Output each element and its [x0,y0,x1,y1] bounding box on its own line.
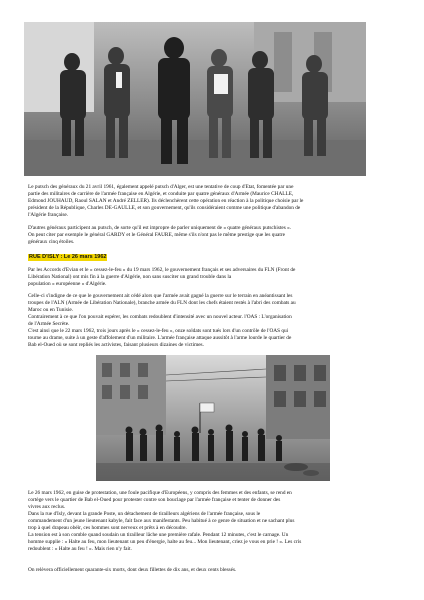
text-line: Maroc ou en Tunisie. [28,307,74,313]
text-line: Dans la rue d'Isly, devant la grande Poste, un détachement de tirailleurs algériens de l'armée française, sous le [28,511,261,517]
text-line: vivres aux reclus. [28,504,66,510]
text-line: Par les Accords d'Evian et le « cessez-le-feu » du 19 mars 1962, le gouvernement français et ses adversaires du FLN (Front de [28,267,296,273]
text-line: Bab el-Oued où se sont repliés les activistes, faisant plusieurs dizaines de victimes. [28,342,204,348]
text-line: partie des militaires de carrière de l'armée française en Algérie, et conduite par quatre généraux d'Armée (Maurice CHALLE, [28,191,294,197]
section-heading: RUE D'ISLY : Le 26 mars 1962 [29,254,107,260]
text-line: généraux cinq étoiles. [28,239,75,245]
text-line: Libération National) ont mis fin à la guerre d'Algérie, non sans susciter un grand trouble dans la [28,274,232,280]
text-line: La tension est à son comble quand soudain un tirailleur lâche une première rafale. Pendant 12 minutes, c'est le carnage. Un [28,532,289,538]
text-line: président de la République, Charles DE-GAULLE, et son gouvernement, qu'ils considéraient comme une politique d'abandon de [28,205,301,211]
paragraph-casualties [28,567,400,574]
text-line: On relèvera officiellement quarante-six morts, dont deux fillettes de dix ans, et deux cents blessés. [28,567,237,573]
text-line: redoublent : « Halte au feu ! ». Mais rien n'y fait. [28,546,132,552]
text-line: Celle-ci s'indigne de ce que le gouvernement ait cédé alors que l'armée avait gagné la guerre sur le terrain en anéantissant les [28,293,293,299]
text-line: Le 26 mars 1962, en guise de protestation, une foule pacifique d'Européens, y compris des femmes et des enfants, se rend en [28,490,292,496]
text-line: de l'Armée Secrète. [28,321,70,327]
text-line: Le putsch des généraux du 21 avril 1961, également appelé putsch d'Alger, est une tentative de coup d'Etat, fomentée par une [28,184,294,190]
text-line: population « européenne » d'Algérie. [28,281,107,287]
text-line: trop à quel drapeau obéir, ces hommes sont nerveux et prêts à en découdre. [28,525,187,531]
paragraph-evian [28,267,400,288]
rue-isly-photo [96,355,330,481]
text-line: C'est ainsi que le 22 mars 1962, trois jours après le « cessez-le-feu », onze soldats sont tués lors d'un contrôle de l'OAS qui [28,328,289,334]
text-line: cortège vers le quartier de Bab el-Oued pour protester contre son bouclage par l'armée française et tenter de donner des [28,497,281,503]
paragraph-march-26 [28,490,400,553]
text-line: Edmond JOUHAUD, Raoul SALAN et André ZELLER). Ils déclenchèrent cette opération en réaction à la politique choisie par le [28,198,304,204]
text-line: homme supplie : « Halte au feu, mon lieutenant un peu d'énergie, halte au feu... Mon lieutenant, criez je vous en prie ! ». Les cris [28,539,302,545]
text-line: tourne au drame, suite à un geste d'affolement d'un militaire. L'armée française attaque aussitôt à l'arme lourde le quartier de [28,335,292,341]
text-line: l'Algérie française. [28,212,69,218]
generals-photo [24,22,366,176]
rue-isly-photo-image [96,355,330,481]
text-line: commandement d'un jeune lieutenant kabyle, fait face aux manifestants. Peu habitué à ce genre de situation et ne sachant plus [28,518,295,524]
generals-photo-image [24,22,366,176]
text-line: troupes de l'ALN (Armée de Libération Nationale), branche armée du FLN dont les chefs étaient restés à l'abri des combats au [28,300,296,306]
text-line: On peut citer par exemple le général GARDY et le Général FAURE, même s'ils n'ont pas le même prestige que les quatre [28,232,285,238]
paragraph-oas [28,293,400,349]
text-line: D'autres généraux participent au putsch, de sorte qu'il est impropre de parler uniquement de « quatre généraux putschistes ». [28,225,292,231]
paragraph-other-generals [28,225,400,246]
text-line: Contrairement à ce que l'on pouvait espérer, les combats redoublent d'intensité avec un nouvel acteur. l'OAS : L'organisation [28,314,292,320]
paragraph-putsch [28,184,400,219]
